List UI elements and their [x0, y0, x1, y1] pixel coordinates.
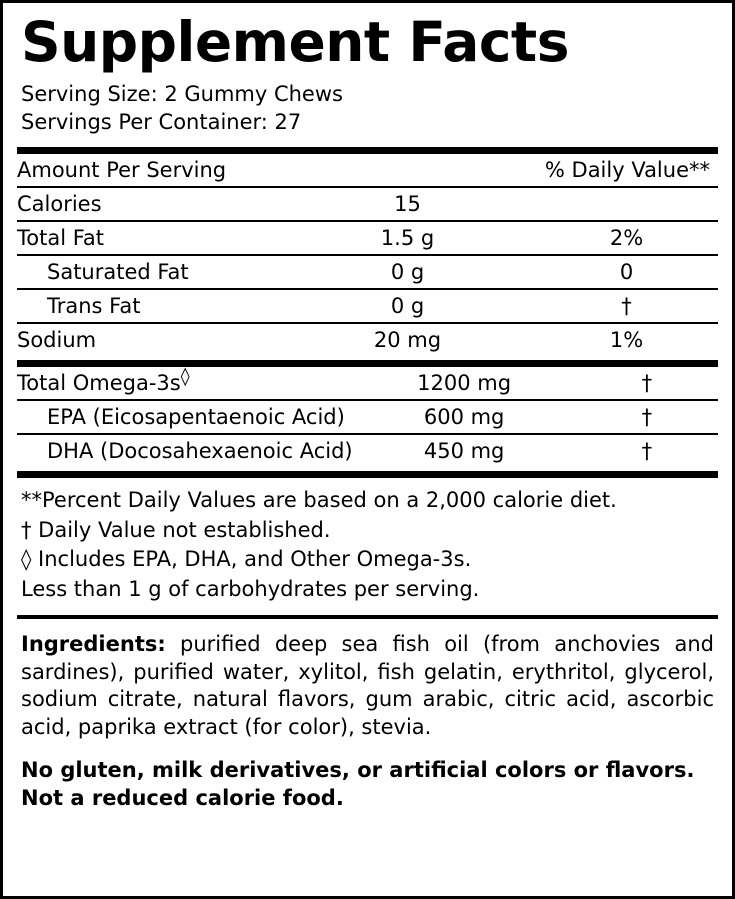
claim-no-gluten: No gluten, milk derivatives, or artificial colors or flavors. — [21, 757, 695, 782]
nutrient-amount: 15 — [280, 187, 535, 221]
ingredients-heading: Ingredients: — [21, 631, 166, 656]
table-row — [17, 187, 718, 221]
nutrient-amount: 1200 mg — [353, 367, 576, 400]
footnote-omega: ◊ Includes EPA, DHA, and Other Omega-3s. — [21, 547, 472, 572]
omega-table — [17, 367, 718, 467]
amount-per-serving-header: Amount Per Serving — [17, 154, 535, 187]
table-row — [17, 367, 718, 400]
nutrient-name: Sodium — [17, 327, 97, 352]
footnote-dagger: † Daily Value not established. — [21, 517, 331, 542]
nutrient-dv: 0 — [535, 255, 718, 289]
nutrient-name: DHA (Docosahexaenoic Acid) — [47, 438, 353, 463]
ingredients-text: purified deep sea fish oil (from anchovies and sardines), purified water, xylitol, fish gelatin, erythritol, glycerol, sodium citrate, natural flavors, gum arabic, citric acid, ascorbic acid, paprika extract (for color), stevia. — [21, 631, 714, 740]
daily-value-header: % Daily Value** — [535, 154, 718, 187]
omega-footnote-symbol: ◊ — [180, 365, 190, 387]
nutrient-dv — [535, 187, 718, 221]
nutrient-name: Total Fat — [17, 221, 280, 255]
claim-not-reduced-calorie: Not a reduced calorie food. — [21, 786, 344, 811]
ingredients-block — [21, 631, 714, 742]
nutrient-dv: † — [535, 289, 718, 323]
nutrient-amount: 0 g — [280, 289, 535, 323]
nutrient-amount: 0 g — [280, 255, 535, 289]
table-row — [17, 434, 718, 467]
nutrient-amount: 450 mg — [423, 438, 505, 463]
nutrient-name: Total Omega-3s◊ — [17, 367, 353, 400]
table-row — [17, 323, 718, 356]
nutrient-dv: † — [576, 400, 718, 434]
nutrient-name: EPA (Eicosapentaenoic Acid) — [17, 400, 353, 434]
nutrient-name: Calories — [17, 187, 280, 221]
divider-thick-bottom — [17, 471, 718, 478]
footnote-carbohydrates: Less than 1 g of carbohydrates per serving. — [21, 577, 480, 602]
page-title: Supplement Facts — [21, 10, 569, 74]
table-row — [17, 221, 718, 255]
serving-info — [21, 80, 718, 137]
nutrient-dv: † — [641, 438, 653, 463]
nutrient-dv: 1% — [609, 327, 644, 352]
nutrient-name: Saturated Fat — [17, 255, 280, 289]
table-row — [17, 255, 718, 289]
claims-block — [21, 756, 714, 813]
table-row — [17, 400, 718, 434]
nutrient-amount: 600 mg — [353, 400, 576, 434]
nutrient-amount: 20 mg — [373, 327, 442, 352]
nutrition-table — [17, 154, 718, 356]
divider-thick-top — [17, 147, 718, 154]
servings-per-container: Servings Per Container: 27 — [21, 110, 302, 135]
nutrient-amount: 1.5 g — [280, 221, 535, 255]
footnotes — [21, 486, 718, 605]
serving-size: Serving Size: 2 Gummy Chews — [21, 82, 343, 106]
nutrient-dv: 2% — [535, 221, 718, 255]
table-row — [17, 289, 718, 323]
footnote-daily-value-basis: **Percent Daily Values are based on a 2,000 calorie diet. — [21, 487, 617, 512]
divider-thick-middle — [17, 360, 718, 367]
divider-ingredients — [17, 615, 718, 619]
nutrient-dv: † — [576, 367, 718, 400]
table-header-row — [17, 154, 718, 187]
nutrient-name: Trans Fat — [17, 289, 280, 323]
